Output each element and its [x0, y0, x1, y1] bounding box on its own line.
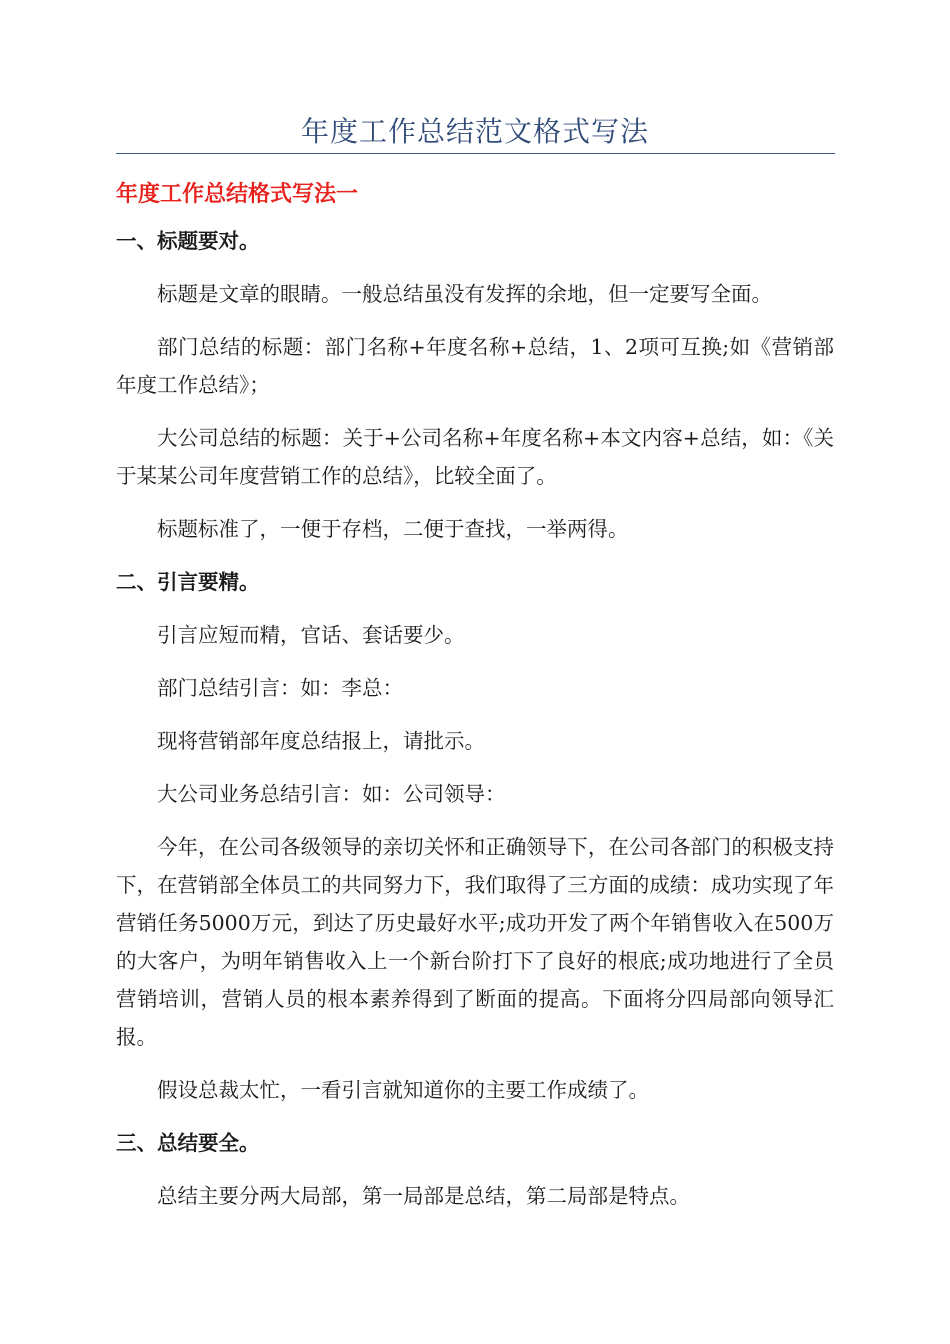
paragraph: 今年，在公司各级领导的亲切关怀和正确领导下，在公司各部门的积极支持下，在营销部全体员工的共同努力下，我们取得了三方面的成绩：成功实现了年营销任务5000万元，到达了历史最好水平;成功开发了两个年销售收入在500万的大客户，为明年销售收入上一个新台阶打下了良好的根底;成功地进行了全员营销培训，营销人员的根本素养得到了断面的提高。下面将分四局部向领导汇报。	[116, 835, 834, 1049]
paragraph: 部门总结引言：如：李总：	[157, 676, 403, 700]
paragraph: 总结主要分两大局部，第一局部是总结，第二局部是特点。	[157, 1184, 690, 1208]
title-underline	[116, 153, 835, 154]
paragraph: 现将营销部年度总结报上，请批示。	[157, 729, 485, 753]
section-heading: 年度工作总结格式写法一	[116, 182, 359, 207]
heading-title-correct: 一、标题要对。	[116, 229, 260, 253]
paragraph: 假设总裁太忙，一看引言就知道你的主要工作成绩了。	[157, 1078, 649, 1102]
paragraph: 标题是文章的眼睛。一般总结虽没有发挥的余地，但一定要写全面。	[157, 282, 772, 306]
paragraph: 大公司业务总结引言：如：公司领导：	[157, 782, 506, 806]
document-title: 年度工作总结范文格式写法	[300, 115, 649, 148]
heading-intro-concise: 二、引言要精。	[116, 570, 260, 594]
paragraph: 标题标准了，一便于存档，二便于查找，一举两得。	[157, 517, 629, 541]
paragraph: 部门总结的标题：部门名称+年度名称+总结，1、2项可互换;如《营销部年度工作总结》；	[116, 335, 834, 397]
paragraph: 引言应短而精，官话、套话要少。	[157, 623, 465, 647]
document-body	[116, 222, 834, 1230]
paragraph: 大公司总结的标题：关于+公司名称+年度名称+本文内容+总结，如：《关于某某公司年度营销工作的总结》，比较全面了。	[116, 426, 834, 488]
heading-summary-complete: 三、总结要全。	[116, 1131, 260, 1155]
